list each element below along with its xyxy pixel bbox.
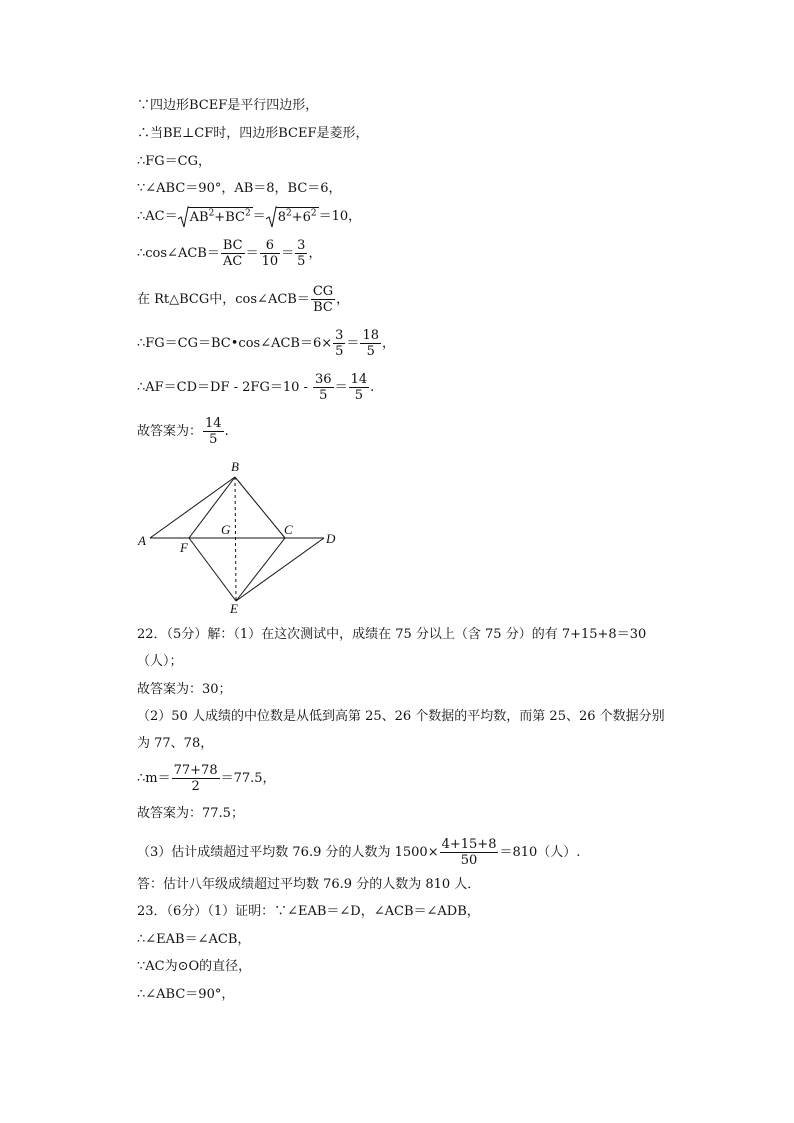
text-line-22: ∵AC为⊙O的直径， [137, 959, 252, 974]
text-line-5-ac-length [137, 207, 361, 226]
text-line-17: 故答案为：77.5； [137, 806, 244, 821]
segment-bc [235, 477, 285, 538]
text-line-11-q22: 22．（5分）解：（1）在这次测试中，成绩在 75 分以上（含 75 分）的有 7+15+8＝30 [137, 627, 647, 642]
segment-ce [236, 538, 285, 601]
comma: ， [381, 336, 395, 351]
text-line-1: ∵四边形BCEF是平行四边形， [137, 98, 319, 113]
l16-result: ＝77.5， [220, 771, 276, 786]
eq: ＝ [245, 246, 259, 261]
segment-be-dashed [235, 477, 236, 601]
l18-result: ＝810（人）. [499, 845, 581, 860]
l7-prefix: 在 Rt△BCG中，cos∠ACB＝ [137, 292, 310, 307]
label-g: G [221, 522, 231, 537]
frac-27-50: $\frac{4+15+8}{50}$ [441, 837, 497, 868]
text-line-15: 为 77、78， [137, 736, 214, 751]
label-f: F [180, 540, 188, 555]
ab-exp: 2 [208, 208, 215, 219]
l8-prefix: ∴FG＝CG＝BC•cos∠ACB＝6× [137, 336, 333, 351]
frac-18-5: $\frac{18}{5}$ [362, 328, 379, 359]
six-exp: 2 [310, 208, 317, 219]
sqrt-ab-bc [178, 207, 253, 226]
figure-svg [130, 456, 350, 616]
segment-fe [189, 538, 236, 601]
text-line-9-af [137, 372, 374, 403]
text-line-23: ∴∠ABC＝90°， [137, 987, 235, 1002]
bc-exp: 2 [244, 208, 251, 219]
comma: ， [308, 246, 322, 261]
text-line-4: ∵∠ABC＝90°，AB＝8，BC＝6， [137, 181, 342, 196]
text-line-3: ∴FG＝CG， [137, 154, 212, 169]
text-line-10-answer [137, 416, 229, 447]
eight: 8 [277, 210, 286, 225]
period: . [370, 380, 375, 395]
eq: ＝ [334, 380, 348, 395]
l6-prefix: ∴cos∠ACB＝ [137, 246, 220, 261]
eq: ＝ [346, 336, 360, 351]
eq: ＝ [281, 246, 295, 261]
text-line-13: 故答案为：30； [137, 682, 232, 697]
eq: ＝ [252, 209, 266, 224]
sqrt-8-6 [266, 207, 319, 226]
frac-bc-ac: $\frac{BC}{AC}$ [222, 238, 243, 269]
ab: AB [189, 210, 209, 225]
l9-prefix: ∴AF＝CD＝DF - 2FG＝10 - [137, 380, 313, 395]
label-e: E [230, 601, 238, 616]
frac-3-5: $\frac{3}{5}$ [335, 328, 344, 359]
text-line-7-rt [137, 284, 349, 315]
text-line-14: （2）50 人成绩的中位数是从低到高第 25、26 个数据的平均数，而第 25、26 个数据分别 [137, 709, 665, 724]
text-line-20-q23: 23．（6分）（1）证明：∵∠EAB＝∠D，∠ACB＝∠ADB， [137, 904, 480, 919]
geometry-figure [130, 456, 350, 620]
label-d: D [326, 531, 336, 546]
text-line-12: （人）； [137, 654, 183, 669]
frac-77-78-2: $\frac{77+78}{2}$ [173, 763, 218, 794]
l16-prefix: ∴m＝ [137, 771, 171, 786]
l5-result: ＝10， [318, 209, 362, 224]
l10-prefix: 故答案为： [137, 424, 203, 439]
frac-6-10: $\frac{6}{10}$ [261, 238, 279, 269]
l5-prefix: ∴AC＝ [137, 209, 178, 224]
text-line-18-estimate [137, 837, 580, 868]
text-line-2: ∴当BE⊥CF时，四边形BCEF是菱形， [137, 126, 369, 141]
frac-36-5: $\frac{36}{5}$ [315, 372, 332, 403]
frac-14-5: $\frac{14}{5}$ [350, 372, 368, 403]
frac-3-5: $\frac{3}{5}$ [297, 238, 306, 269]
label-a: A [138, 533, 146, 548]
frac-cg-bc: $\frac{CG}{BC}$ [312, 284, 334, 315]
segment-de [236, 538, 324, 601]
eight-exp: 2 [285, 208, 292, 219]
comma: ， [336, 292, 350, 307]
label-c: C [284, 522, 293, 537]
period: . [224, 424, 229, 439]
text-line-6-cos [137, 238, 321, 269]
bc: +BC [214, 210, 245, 225]
l18-prefix: （3）估计成绩超过平均数 76.9 分的人数为 1500× [137, 845, 439, 860]
six: +6 [291, 210, 311, 225]
label-b: B [231, 459, 239, 474]
frac-14-5: $\frac{14}{5}$ [205, 416, 222, 447]
text-line-19: 答：估计八年级成绩超过平均数 76.9 分的人数为 810 人． [137, 877, 481, 892]
text-line-21: ∴∠EAB＝∠ACB， [137, 932, 251, 947]
text-line-16-median [137, 763, 276, 794]
text-line-8-fg [137, 328, 395, 359]
